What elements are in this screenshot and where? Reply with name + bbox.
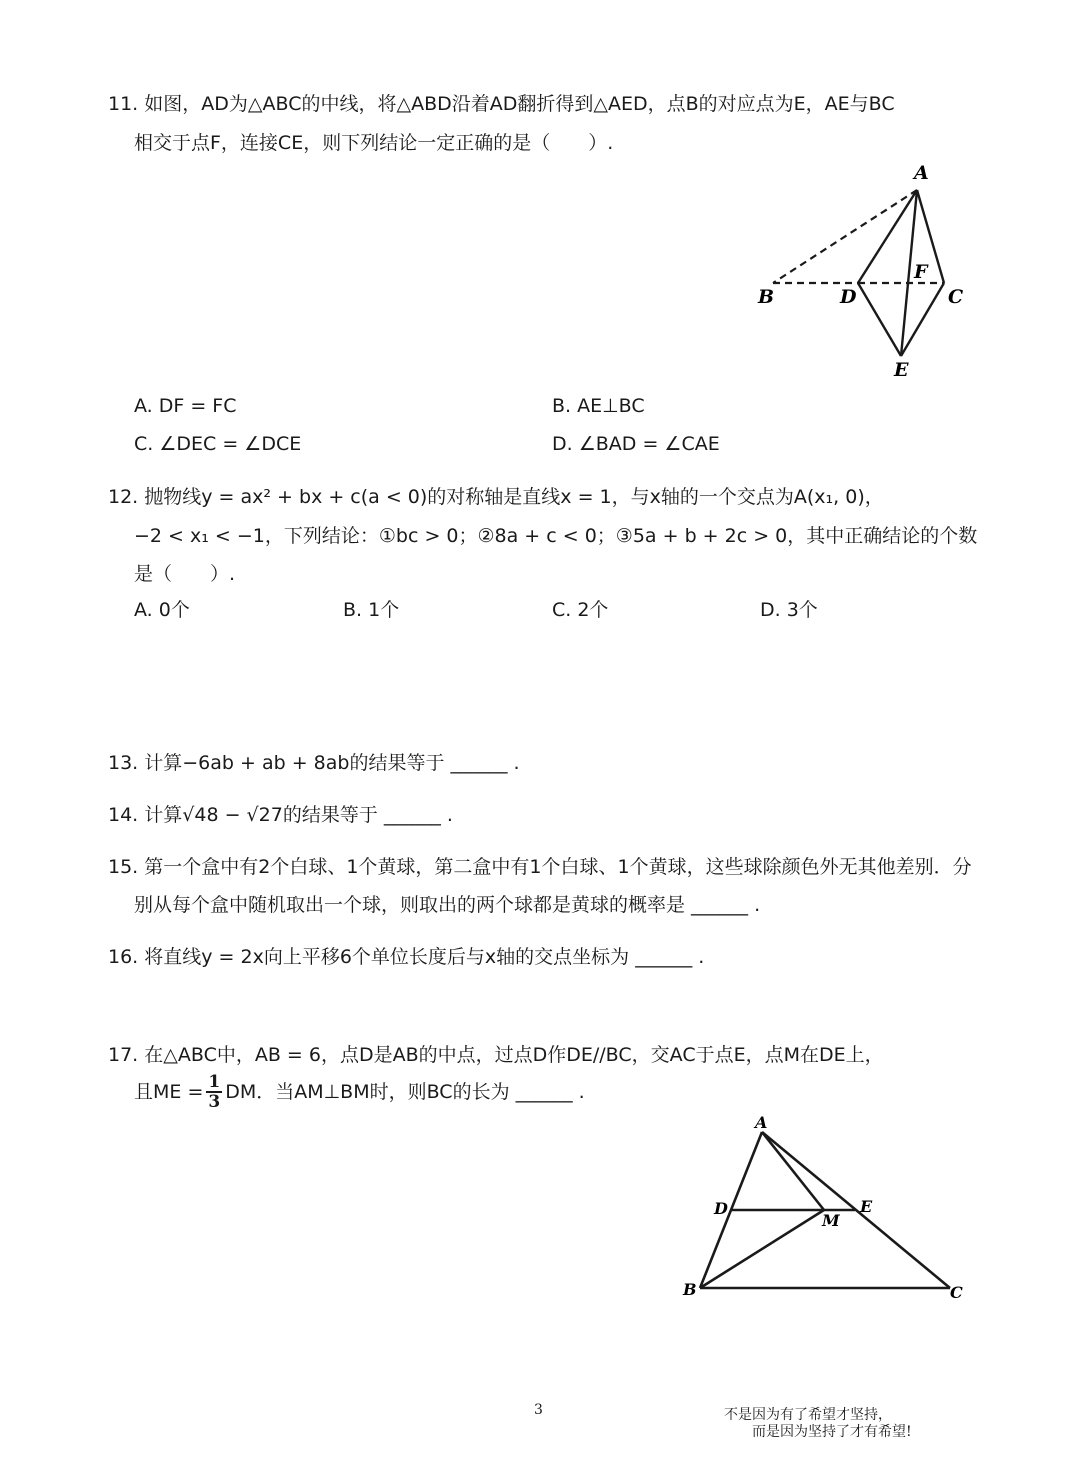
q11-line2: 相交于点F，连接CE，则下列结论一定正确的是（ ）. [134,132,614,154]
q17-label-C: C [950,1283,963,1302]
q11-option-a: A. DF = FC [134,395,237,417]
q11-line1: 11. 如图，AD为△ABC的中线，将△ABD沿着AD翻折得到△AED，点B的对应点为E，AE与BC [108,93,895,115]
q15-line2: 别从每个盒中随机取出一个球，则取出的两个球都是黄球的概率是 ______ . [134,894,761,916]
q11-figure [750,160,990,385]
q12-line2: −2 < x₁ < −1，下列结论：①bc > 0；②8a + c < 0；③5a + b + 2c > 0，其中正确结论的个数 [134,525,978,547]
q16-text: 16. 将直线y = 2x向上平移6个单位长度后与x轴的交点坐标为 ______ . [108,946,705,968]
q12-line3: 是（ ）. [134,563,236,585]
q11-label-A: A [914,162,929,184]
q17-line2-pre: 且ME = [134,1081,204,1103]
q17-figure [675,1110,975,1310]
q17-line2-post: DM．当AM⊥BM时，则BC的长为 ______ . [225,1081,585,1103]
q11-option-d: D. ∠BAD = ∠CAE [552,433,720,455]
q17-frac-numerator: 1 [208,1072,221,1092]
q17-line1: 17. 在△ABC中，AB = 6，点D是AB的中点，过点D作DE//BC，交AC于点E，点M在DE上， [108,1044,884,1066]
q17-line2 [134,1070,585,1114]
q11-seg-AB [773,190,917,283]
q12-option-a: A. 0个 [134,599,190,621]
q12-option-b: B. 1个 [343,599,400,621]
q17-frac-denominator: 3 [208,1092,221,1112]
q12-option-d: D. 3个 [760,599,818,621]
q17-fraction [206,1073,222,1111]
motto-line2: 而是因为坚持了才有希望! [752,1424,912,1440]
q11-label-D: D [840,286,857,308]
q12-option-c: C. 2个 [552,599,609,621]
q11-label-F: F [914,261,928,283]
q11-seg-DE [858,283,901,356]
q17-label-E: E [860,1197,873,1216]
q11-option-b: B. AE⊥BC [552,395,645,417]
q17-seg-BM [700,1210,824,1288]
q11-label-C: C [948,286,964,308]
q11-label-E: E [894,359,909,381]
q11-seg-AD [858,190,917,283]
q15-line1: 15. 第一个盒中有2个白球、1个黄球，第二盒中有1个白球、1个黄球，这些球除颜色外无其他差别．分 [108,856,972,878]
q12-line1: 12. 抛物线y = ax² + bx + c(a < 0)的对称轴是直线x = 1，与x轴的一个交点为A(x₁, 0)， [108,486,884,508]
q17-label-M: M [822,1211,840,1230]
q14-text: 14. 计算√48 − √27的结果等于 ______ . [108,804,453,826]
q17-label-A: A [755,1113,768,1132]
page-number: 3 [534,1402,543,1418]
q17-seg-AM [762,1132,824,1210]
q17-label-D: D [714,1199,728,1218]
q17-label-B: B [683,1280,697,1299]
q11-option-c: C. ∠DEC = ∠DCE [134,433,302,455]
q13-text: 13. 计算−6ab + ab + 8ab的结果等于 ______ . [108,752,520,774]
q11-label-B: B [758,286,775,308]
motto-line1: 不是因为有了希望才坚持， [724,1407,892,1423]
